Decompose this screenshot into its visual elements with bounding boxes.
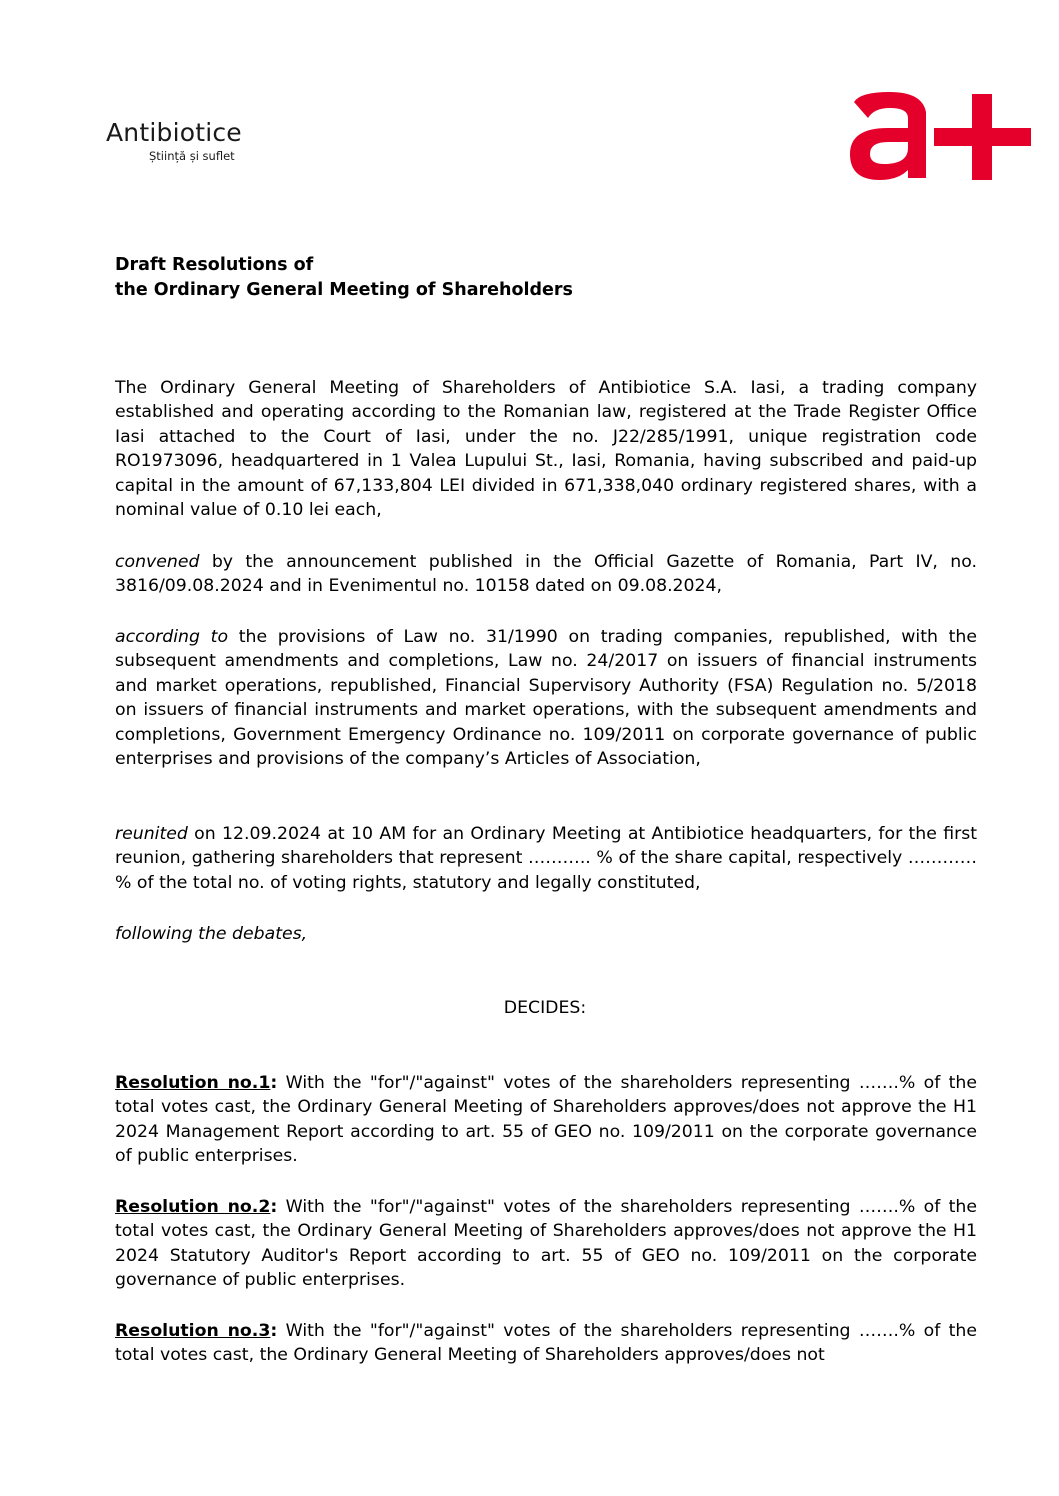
following-text: following the debates, [115, 924, 308, 944]
title-line-1: Draft Resolutions of [115, 255, 314, 275]
resolution-text: With the "for"/"against" votes of the shareholders representing …….% of the total votes cast, the Ordinary General Meeting of Shareholders approves/does not approve the H1 2024 Management Report according to art. 55 of GEO no. 109/2011 on the corporate governance of public enterprises. [115, 1073, 977, 1167]
antibiotice-logo [106, 118, 296, 163]
according-paragraph [115, 625, 977, 771]
resolution-colon: : [270, 1197, 278, 1217]
resolution-colon: : [270, 1073, 278, 1093]
resolution-label: Resolution no.3 [115, 1321, 271, 1341]
logo-name: Antibiotice [106, 118, 242, 147]
document-title [115, 253, 573, 303]
convened-paragraph [115, 550, 977, 599]
decides-heading: DECIDES: [503, 998, 587, 1018]
convened-lead: convened [115, 552, 200, 572]
reunited-lead: reunited [115, 824, 188, 844]
according-lead: according to [115, 627, 229, 647]
resolution-1 [115, 1071, 977, 1169]
intro-paragraph [115, 376, 977, 522]
resolution-label: Resolution no.2 [115, 1197, 271, 1217]
following-paragraph [115, 922, 977, 946]
reunited-text: on 12.09.2024 at 10 AM for an Ordinary Meeting at Antibiotice headquarters, for the first reunion, gathering shareholders that represent ……….. % of the share capital, respectively …………% of the total no. of voting rights, statutory and legally constituted, [115, 824, 977, 893]
resolution-text: With the "for"/"against" votes of the shareholders representing …….% of the total votes cast, the Ordinary General Meeting of Shareholders approves/does not [115, 1321, 977, 1366]
resolution-colon: : [270, 1321, 278, 1341]
resolution-text: With the "for"/"against" votes of the shareholders representing …….% of the total votes cast, the Ordinary General Meeting of Shareholders approves/does not approve the H1 2024 Statutory Auditor's Report according to art. 55 of GEO no. 109/2011 on the corporate governance of public enterprises. [115, 1197, 977, 1291]
resolution-2 [115, 1195, 977, 1293]
a-plus-brand-icon [850, 90, 1031, 180]
reunited-paragraph [115, 822, 977, 895]
resolution-label: Resolution no.1 [115, 1073, 271, 1093]
resolution-3 [115, 1319, 977, 1368]
title-line-2: the Ordinary General Meeting of Shareholders [115, 280, 573, 300]
convened-text: by the announcement published in the Official Gazette of Romania, Part IV, no. 3816/09.08.2024 and in Evenimentul no. 10158 dated on 09.08.2024, [115, 552, 977, 597]
logo-tagline: Știință și suflet [149, 149, 235, 163]
intro-text: The Ordinary General Meeting of Shareholders of Antibiotice S.A. Iasi, a trading company established and operating according to the Romanian law, registered at the Trade Register Office Iasi attached to the Court of Iasi, under the no. J22/285/1991, unique registration code RO1973096, headquartered in 1 Valea Lupului St., Iasi, Romania, having subscribed and paid-up capital in the amount of 67,133,804 LEI divided in 671,338,040 ordinary registered shares, with a nominal value of 0.10 lei each, [115, 378, 977, 521]
according-text: the provisions of Law no. 31/1990 on trading companies, republished, with the subsequent amendments and completions, Law no. 24/2017 on issuers of financial instruments and market operations, republished, Financial Supervisory Authority (FSA) Regulation no. 5/2018 on issuers of financial instruments and market operations, with the subsequent amendments and completions, Government Emergency Ordinance no. 109/2011 on corporate governance of public enterprises and provisions of the company’s Articles of Association, [115, 627, 978, 770]
